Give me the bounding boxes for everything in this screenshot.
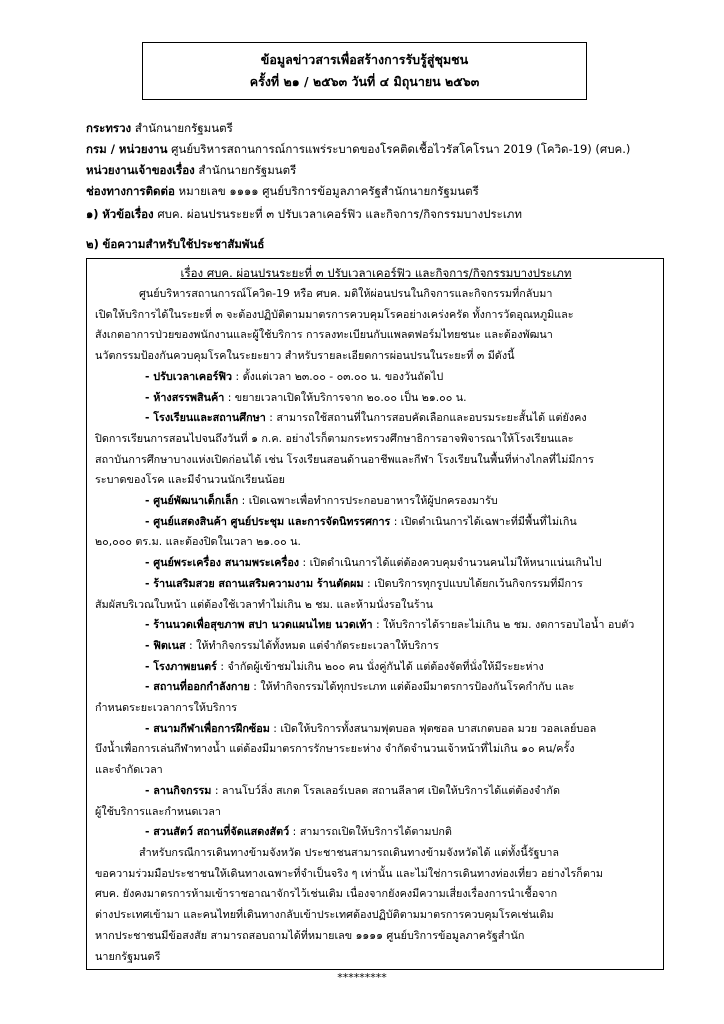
section-1 <box>86 204 522 224</box>
item-childcare-label: - ศูนย์พัฒนาเด็กเล็ก <box>145 494 239 508</box>
item-sports-cont: และจำกัดเวลา <box>95 763 163 777</box>
item-massage-text: : ให้บริการได้รายละไม่เกิน ๒ ชม. งดการอบไอน้ำ อบตัว <box>372 618 635 632</box>
item-exercise-label: - สถานที่ออกกำลังกาย <box>145 680 250 694</box>
item-zoo <box>95 822 657 843</box>
item-plaza-text: : ลานโบว์ลิ่ง สเกต โรลเลอร์เบลด สถานลีลาศ เปิดให้บริการได้แต่ต้องจำกัด <box>211 783 560 797</box>
section-1-text: ศบค. ผ่อนปรนระยะที่ ๓ ปรับเวลาเคอร์ฟิว และกิจการ/กิจกรรมบางประเภท <box>157 207 522 221</box>
meta-department <box>86 139 686 160</box>
meta-department-value: ศูนย์บริหารสถานการณ์การแพร่ระบาดของโรคติดเชื้อไวรัสโคโรนา 2019 (โควิด-19) (ศบค.) <box>171 142 631 156</box>
intro-line: เปิดให้บริการได้ในระยะที่ ๓ จะต้องปฏิบัติตามมาตรการควบคุมโรคอย่างเคร่งครัด ทั้งการวัดอุณหภูมิและ <box>95 307 574 321</box>
item-sports-label: - สนามกีฬาเพื่อการฝึกซ้อม <box>145 721 270 735</box>
item-childcare <box>95 491 657 512</box>
closing-line: ต่างประเทศเข้ามา และคนไทยที่เดินทางกลับเข้าประเทศต้องปฏิบัติตามมาตรการควบคุมโรคเช่นเดิม <box>95 908 554 922</box>
item-plaza <box>95 781 657 802</box>
item-exercise-text: : ให้ทำกิจกรรมได้ทุกประเภท แต่ต้องมีมาตรการป้องกันโรคกำกับ และ <box>249 680 575 694</box>
meta-ministry <box>86 118 686 139</box>
item-beauty-cont: สัมผัสบริเวณใบหน้า แต่ต้องใช้เวลาทำไม่เกิน ๒ ชม. และห้ามนั่งรอในร้าน <box>95 597 434 611</box>
item-exercise <box>95 677 657 698</box>
item-curfew <box>95 367 657 388</box>
item-amulet-text: : เปิดดำเนินการได้แต่ต้องควบคุมจำนวนคนไม่ให้หนาแน่นเกินไป <box>299 556 602 570</box>
closing-line: นายกรัฐมนตรี <box>95 949 161 963</box>
item-curfew-text: : ตั้งแต่เวลา ๒๓.๐๐ - ๐๓.๐๐ น. ของวันถัดไป <box>232 369 444 383</box>
item-fitness-text: : ให้ทำกิจกรรมได้ทั้งหมด แต่จำกัดระยะเวลาให้บริการ <box>185 638 439 652</box>
meta-contact <box>86 181 686 202</box>
closing-line: หากประชาชนมีข้อสงสัย สามารถสอบถามได้ที่หมายเลข ๑๑๑๑ ศูนย์บริการข้อมูลภาครัฐสำนัก <box>95 928 525 942</box>
item-fitness <box>95 636 657 657</box>
meta-ministry-label: กระทรวง <box>86 121 132 135</box>
section-2-heading: ข้อความสำหรับใช้ประชาสัมพันธ์ <box>102 237 265 251</box>
item-school-label: - โรงเรียนและสถานศึกษา <box>145 411 266 425</box>
intro-line: นวัตกรรมป้องกันควบคุมโรคในระยะยาว สำหรับรายละเอียดการผ่อนปรนในระยะที่ ๓ มีดังนี้ <box>95 349 515 363</box>
closing-line: สำหรับกรณีการเดินทางข้ามจังหวัด ประชาชนสามารถเดินทางข้ามจังหวัดได้ แต่ทั้งนี้รัฐบาล <box>139 845 559 859</box>
meta-contact-value: หมายเลข ๑๑๑๑ ศูนย์บริการข้อมูลภาครัฐสำนักนายกรัฐมนตรี <box>178 184 479 198</box>
item-sports-text: : เปิดให้บริการทั้งสนามฟุตบอล ฟุตซอล บาสเกตบอล มวย วอลเลย์บอล <box>269 721 597 735</box>
section-1-heading: หัวข้อเรื่อง <box>102 207 154 221</box>
item-amulet-label: - ศูนย์พระเครื่อง สนามพระเครื่อง <box>145 556 300 570</box>
item-beauty <box>95 574 657 595</box>
item-school <box>95 408 657 429</box>
pr-subject: เรื่อง ศบค. ผ่อนปรนระยะที่ ๓ ปรับเวลาเคอร์ฟิว และกิจการ/กิจกรรมบางประเภท <box>180 266 572 280</box>
item-cinema <box>95 657 657 678</box>
item-cinema-label: - โรงภาพยนตร์ <box>145 659 217 673</box>
item-beauty-label: - ร้านเสริมสวย สถานเสริมความงาม ร้านตัดผม <box>145 576 364 590</box>
intro-line: ศูนย์บริหารสถานการณ์โควิด-19 หรือ ศบค. มติให้ผ่อนปรนในกิจการและกิจกรรมที่กลับมา <box>139 287 553 300</box>
item-childcare-text: : เปิดเฉพาะเพื่อทำการประกอบอาหารให้ผู้ปกครองมารับ <box>238 494 498 508</box>
title-line-1: ข้อมูลข่าวสารเพื่อสร้างการรับรู้สู่ชุมชน <box>260 52 469 67</box>
item-cinema-text: : จำกัดผู้เข้าชมไม่เกิน ๒๐๐ คน นั่งคู่กันได้ แต่ต้องจัดที่นั่งให้มีระยะห่าง <box>216 659 544 673</box>
title-line-2: ครั้งที่ ๒๑ / ๒๕๖๓ วันที่ ๔ มิถุนายน ๒๕๖๓ <box>249 74 480 89</box>
meta-owner-value: สำนักนายกรัฐมนตรี <box>198 163 297 177</box>
meta-ministry-value: สำนักนายกรัฐมนตรี <box>134 121 233 135</box>
item-exhibition-label: - ศูนย์แสดงสินค้า ศูนย์ประชุม และการจัดนิทรรศการ <box>145 514 391 528</box>
item-mall-label: - ห้างสรรพสินค้า <box>145 390 225 404</box>
item-school-text: : สามารถใช้สถานที่ในการสอบคัดเลือกและอบรมระยะสั้นได้ แต่ยังคง <box>265 411 587 425</box>
item-mall <box>95 388 657 409</box>
item-sports-cont: บึงน้ำเพื่อการเล่นกีฬาทางน้ำ แต่ต้องมีมาตรการรักษาระยะห่าง จำกัดจำนวนเจ้าหน้าที่ไม่เกิน ๑๐ คน/ครั้ง <box>95 742 575 756</box>
item-exhibition <box>95 512 657 533</box>
section-1-number: ๑) <box>86 207 99 221</box>
item-curfew-label: - ปรับเวลาเคอร์ฟิว <box>145 369 233 383</box>
item-mall-text: : ขยายเวลาเปิดให้บริการจาก ๒๐.๐๐ เป็น ๒๑.๐๐ น. <box>224 390 467 404</box>
item-zoo-label: - สวนสัตว์ สถานที่จัดแสดงสัตว์ <box>145 825 290 839</box>
intro-line: สังเกตอาการป่วยของพนักงานและผู้ใช้บริการ การลงทะเบียนกับแพลตฟอร์มไทยชนะ และต้องพัฒนา <box>95 328 553 342</box>
item-massage-label: - ร้านนวดเพื่อสุขภาพ สปา นวดแผนไทย นวดเท้า <box>145 618 373 632</box>
item-beauty-text: : เปิดบริการทุกรูปแบบได้ยกเว้นกิจกรรมที่มีการ <box>363 576 583 590</box>
meta-owner <box>86 160 686 181</box>
item-zoo-text: : สามารถเปิดให้บริการได้ตามปกติ <box>289 825 452 839</box>
pr-content-body <box>95 259 657 967</box>
section-2-number: ๒) <box>86 237 99 251</box>
item-fitness-label: - ฟิตเนส <box>145 638 186 652</box>
item-plaza-cont: ผู้ใช้บริการและกำหนดเวลา <box>95 804 221 818</box>
item-exhibition-text: : เปิดดำเนินการได้เฉพาะที่มีพื้นที่ไม่เกิน <box>390 514 577 528</box>
closing-line: ศบค. ยังคงมาตรการห้ามเข้าราชอาณาจักรไว้เช่นเดิม เนื่องจากยังคงมีความเสี่ยงเรื่องการนำเชื้อจาก <box>95 887 558 901</box>
item-exercise-cont: กำหนดระยะเวลาการให้บริการ <box>95 701 238 715</box>
closing-line: ขอความร่วมมือประชาชนให้เดินทางเฉพาะที่จำเป็นจริง ๆ เท่านั้น และไม่ใช่การเดินทางท่องเที่ยว อย่างไรก็ตาม <box>95 866 604 880</box>
item-school-cont: ระบาดของโรค และมีจำนวนนักเรียนน้อย <box>95 473 285 487</box>
section-2 <box>86 234 264 254</box>
meta-owner-label: หน่วยงานเจ้าของเรื่อง <box>86 163 195 177</box>
item-amulet <box>95 553 657 574</box>
item-school-cont: ปิดการเรียนการสอนไปจนถึงวันที่ ๑ ก.ค. อย่างไรก็ตามกระทรวงศึกษาธิการอาจพิจารณาให้โรงเรียนและ <box>95 431 574 445</box>
item-school-cont: สถาบันการศึกษาบางแห่งเปิดก่อนได้ เช่น โรงเรียนสอนด้านอาชีพและกีฬา โรงเรียนในพื้นที่ห่างไกลที่ไม่มีการ <box>95 452 594 466</box>
meta-contact-label: ช่องทางการติดต่อ <box>86 184 175 198</box>
end-mark: ********* <box>337 971 387 984</box>
meta-department-label: กรม / หน่วยงาน <box>86 142 168 156</box>
title-box <box>142 42 587 100</box>
document-meta <box>86 118 686 202</box>
item-sports <box>95 719 657 740</box>
pr-content-box <box>86 258 664 970</box>
item-exhibition-cont: ๒๐,๐๐๐ ตร.ม. และต้องปิดในเวลา ๒๑.๐๐ น. <box>95 535 301 549</box>
item-plaza-label: - ลานกิจกรรม <box>145 783 212 797</box>
item-massage <box>95 615 657 636</box>
